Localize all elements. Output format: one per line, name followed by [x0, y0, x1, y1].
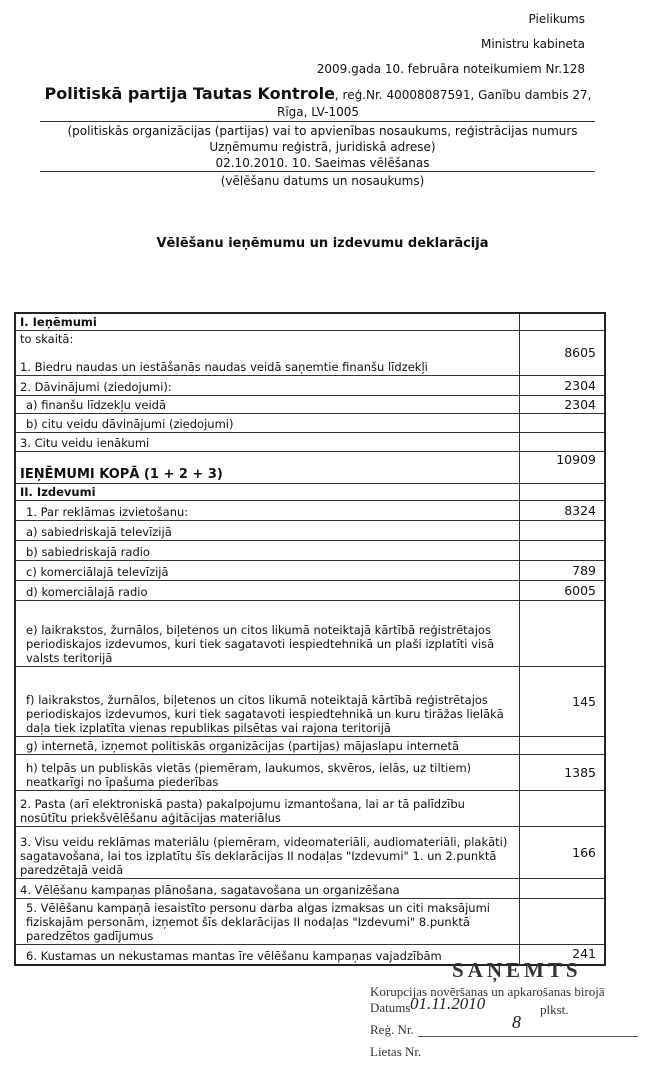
stamp-date-value: 01.11.2010	[410, 994, 486, 1013]
row-label: 4. Vēlēšanu kampaņas plānošana, sagatavošana un organizēšana	[15, 879, 520, 899]
document-title: Vēlēšanu ieņēmumu un izdevumu deklarācija	[156, 236, 489, 251]
row-label: a) finanšu līdzekļu veidā	[15, 396, 520, 414]
row-value: 145	[520, 667, 606, 737]
row-value: 2304	[520, 376, 606, 396]
row-value	[520, 433, 606, 452]
table-row	[15, 501, 605, 521]
row-label: 1. Par reklāmas izvietošanu:	[15, 501, 520, 521]
table-row	[15, 561, 605, 581]
row-value	[520, 899, 606, 945]
party-city: Rīga, LV-1005	[276, 105, 359, 119]
party-details: , reģ.Nr. 40008087591, Ganību dambis 27,	[334, 88, 592, 102]
table-row	[15, 899, 605, 945]
row-value	[520, 737, 606, 755]
table-row	[15, 581, 605, 601]
table-row	[15, 791, 605, 827]
row-label: f) laikrakstos, žurnālos, biļetenos un citos likumā noteiktajā kārtībā reģistrētajos periodiskajos izdevumos, kuri tiek sagatavoti iespiedtehnikā un kuru tirāžas lielākā daļa tiek izplatīta vienas republikas pilsētas vai rajona teritorijā	[15, 667, 520, 737]
divider	[40, 121, 595, 122]
row-label: 2. Pasta (arī elektroniskā pasta) pakalpojumu izmantošana, lai ar tā palīdzību nosūtītu priekšvēlēšanu aģitācijas materiālus	[15, 791, 520, 827]
row-value	[520, 541, 606, 561]
table-row	[15, 827, 605, 879]
row-label: 6. Kustamas un nekustamas mantas īre vēlēšanu kampaņas vajadzībām	[15, 945, 520, 965]
regulation-label: 2009.gada 10. februāra noteikumiem Nr.128	[316, 62, 585, 76]
row-label: b) citu veidu dāvinājumi (ziedojumi)	[15, 414, 520, 433]
row-label: h) telpās un publiskās vietās (piemēram, laukumos, skvēros, ielās, uz tiltiem) neatkarīgi no īpašuma piederības	[15, 755, 520, 791]
row-label	[15, 331, 520, 376]
table-row	[15, 433, 605, 452]
row-label-text: 1. Biedru naudas un iestāšanās naudas veidā saņemtie finanšu līdzekļi	[20, 360, 428, 374]
row-value	[520, 414, 606, 433]
row-value	[520, 521, 606, 541]
table-row	[15, 414, 605, 433]
table-row	[15, 667, 605, 737]
row-label: 2. Dāvinājumi (ziedojumi):	[15, 376, 520, 396]
table-row	[15, 452, 605, 484]
table-row	[15, 376, 605, 396]
divider	[40, 171, 595, 172]
party-block	[18, 85, 618, 121]
table-row	[15, 396, 605, 414]
row-value: 2304	[520, 396, 606, 414]
row-value	[520, 791, 606, 827]
row-label: b) sabiedriskajā radio	[15, 541, 520, 561]
table-row	[15, 521, 605, 541]
row-value: 8605	[520, 331, 606, 376]
election-value: 02.10.2010. 10. Saeimas vēlēšanas	[215, 156, 430, 170]
row-label: g) internetā, izņemot politiskās organizācijas (partijas) mājaslapu internetā	[15, 737, 520, 755]
row-value: 166	[520, 827, 606, 879]
stamp-reg-label: Reģ. Nr.	[370, 1022, 414, 1037]
row-value: 789	[520, 561, 606, 581]
declaration-table	[14, 312, 606, 966]
row-value: 1385	[520, 755, 606, 791]
party-caption-1: (politiskās organizācijas (partijas) vai to apvienības nosaukums, reģistrācijas numurs	[67, 124, 578, 138]
stamp-reg-value: 8	[512, 1012, 521, 1032]
row-label: 3. Citu veidu ienākumi	[15, 433, 520, 452]
table-row	[15, 755, 605, 791]
row-value	[520, 879, 606, 899]
election-caption: (vēlēšanu datums un nosaukums)	[220, 174, 425, 188]
table-row	[15, 331, 605, 376]
table-row	[15, 541, 605, 561]
row-label: 3. Visu veidu reklāmas materiālu (piemēram, videomateriāli, audiomateriāli, plakāti) sagatavošana, lai tos izplatītu šīs deklarācijas II nodaļas "Izdevumi" 1. un 2.punktā paredzētajā veidā	[15, 827, 520, 879]
party-caption-2: Uzņēmumu reģistrā, juridiskā adrese)	[209, 140, 436, 154]
row-label: c) komerciālajā televīzijā	[15, 561, 520, 581]
row-value	[520, 313, 606, 331]
row-value	[520, 484, 606, 501]
table-row	[15, 601, 605, 667]
party-name: Politiskā partija Tautas Kontrole	[44, 84, 335, 103]
table-row	[15, 484, 605, 501]
stamp-date-label: Datums	[370, 1000, 411, 1015]
row-label: IEŅĒMUMI KOPĀ (1 + 2 + 3)	[15, 452, 520, 484]
row-value: 6005	[520, 581, 606, 601]
row-value: 8324	[520, 501, 606, 521]
table-row	[15, 737, 605, 755]
row-label: I. Ieņēmumi	[15, 313, 520, 331]
row-label: a) sabiedriskajā televīzijā	[15, 521, 520, 541]
reg-line	[418, 1036, 638, 1037]
row-value	[520, 601, 606, 667]
table-row	[15, 313, 605, 331]
row-label: d) komerciālajā radio	[15, 581, 520, 601]
stamp-case-label: Lietas Nr.	[370, 1044, 422, 1059]
row-label: 5. Vēlēšanu kampaņā iesaistīto personu darba algas izmaksas un citi maksājumi fiziskajām personām, izņemot šīs deklarācijas II nodaļas "Izdevumi" 8.punktā paredzētos gadījumus	[15, 899, 520, 945]
stamp-time-label: plkst.	[540, 1002, 569, 1017]
stamp-title: SAŅEMTS	[452, 958, 582, 982]
row-value: 10909	[520, 452, 606, 484]
row-value: 241	[520, 945, 606, 965]
row-label: e) laikrakstos, žurnālos, biļetenos un citos likumā noteiktajā kārtībā reģistrētajos periodiskajos izdevumos, kuri tiek sagatavoti iespiedtehnikā un plaši izplatīti visā valsts teritorijā	[15, 601, 520, 667]
cabinet-label: Ministru kabineta	[480, 37, 585, 51]
table-row	[15, 879, 605, 899]
stamp-office: Korupcijas novēršanas un apkarošanas birojā	[370, 984, 605, 999]
row-label: II. Izdevumi	[15, 484, 520, 501]
row-label-intro: to skaitā:	[20, 332, 74, 346]
appendix-label: Pielikums	[528, 12, 585, 26]
